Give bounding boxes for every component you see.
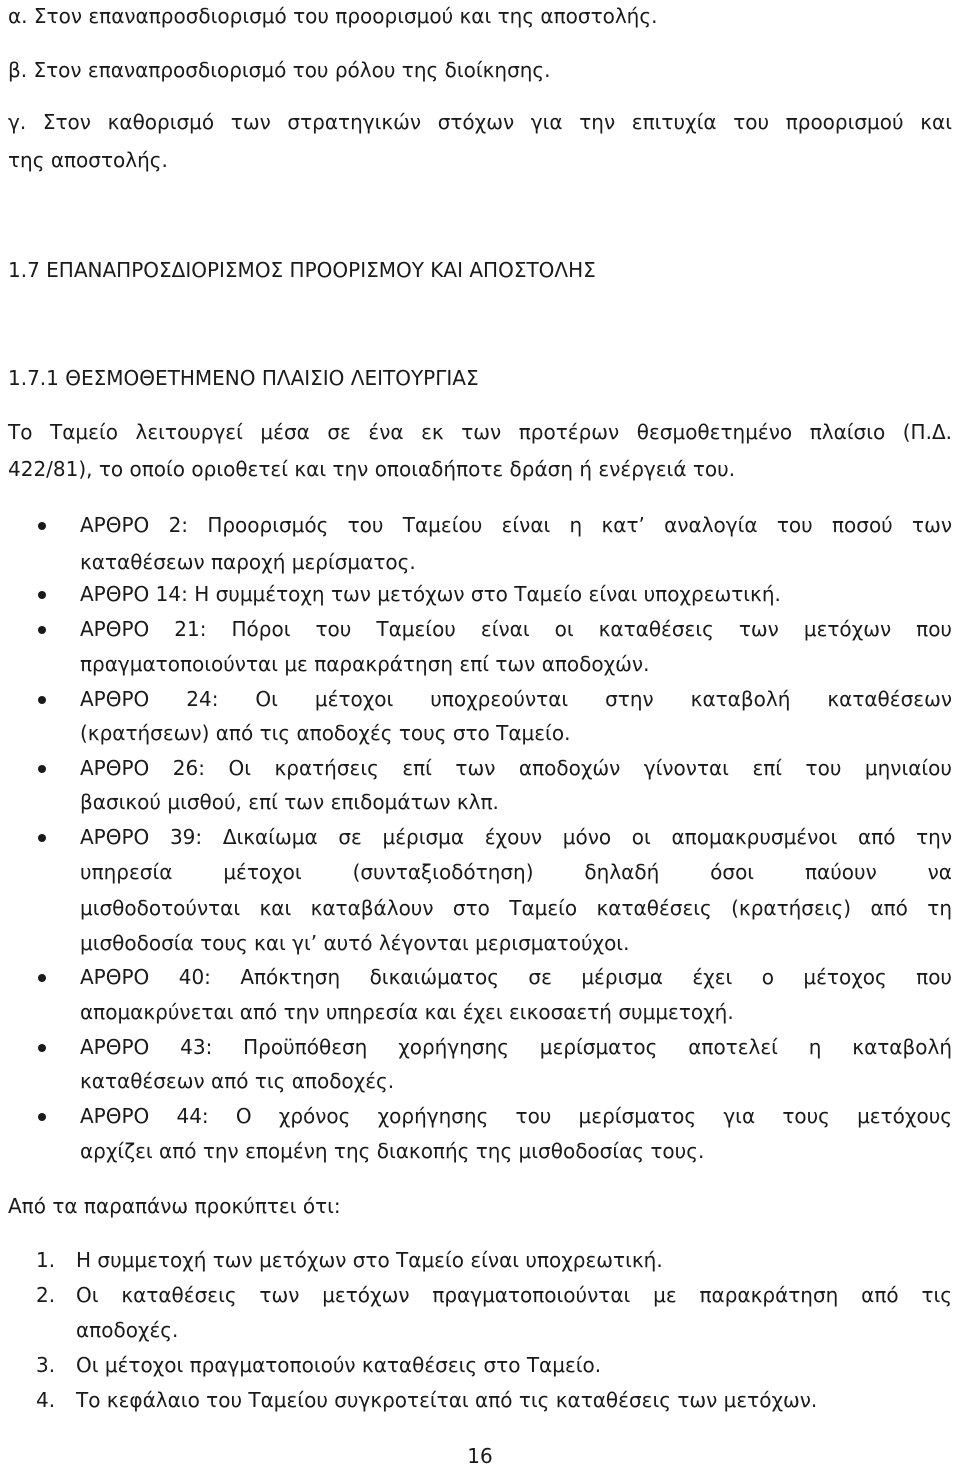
- list-number: 2.: [36, 1283, 56, 1307]
- article-line: βασικού μισθού, επί των επιδομάτων κλπ.: [80, 790, 499, 814]
- section-heading: 1.7 ΕΠΑΝΑΠΡΟΣΔΙΟΡΙΣΜΟΣ ΠΡΟΟΡΙΣΜΟΥ ΚΑΙ ΑΠΟΣΤΟΛΗΣ: [8, 258, 596, 282]
- bullet-icon: [38, 522, 46, 530]
- intro-item-b: β. Στον επαναπροσδιορισμό του ρόλου της διοίκησης.: [8, 58, 551, 82]
- conclusion-line: αποδοχές.: [76, 1318, 179, 1342]
- article-line: καταθέσεων παροχή μερίσματος.: [80, 550, 416, 574]
- subsection-heading: 1.7.1 ΘΕΣΜΟΘΕΤΗΜΕΝΟ ΠΛΑΙΣΙΟ ΛΕΙΤΟΥΡΓΙΑΣ: [8, 366, 479, 390]
- conclusion-line: Οι μέτοχοι πραγματοποιούν καταθέσεις στο Ταμείο.: [76, 1353, 602, 1377]
- article-line: απομακρύνεται από την υπηρεσία και έχει εικοσαετή συμμετοχή.: [80, 1000, 734, 1024]
- bullet-icon: [38, 591, 46, 599]
- article-line: ΑΡΘΡΟ 26: Οι κρατήσεις επί των αποδοχών γίνονται επί του μηνιαίου: [80, 756, 952, 780]
- article-line: ΑΡΘΡΟ 39: Δικαίωμα σε μέρισμα έχουν μόνο οι απομακρυσμένοι από την: [80, 825, 952, 849]
- list-number: 1.: [36, 1248, 56, 1272]
- bullet-icon: [38, 834, 46, 842]
- bullet-icon: [38, 765, 46, 773]
- intro-item-c: γ. Στον καθορισμό των στρατηγικών στόχων για την επιτυχία του προορισμού και: [8, 110, 952, 134]
- article-line: ΑΡΘΡΟ 2: Προορισμός του Ταμείου είναι η κατ’ αναλογία του ποσού των: [80, 513, 952, 537]
- article-line: ΑΡΘΡΟ 14: Η συμμέτοχη των μετόχων στο Ταμείο είναι υποχρεωτική.: [80, 582, 781, 606]
- paragraph-line: 422/81), το οποίο οριοθετεί και την οποιαδήποτε δράση ή ενέργειά του.: [8, 457, 736, 481]
- article-line: ΑΡΘΡΟ 40: Απόκτηση δικαιώματος σε μέρισμα έχει ο μέτοχος που: [80, 965, 952, 989]
- conclusion-line: Το κεφάλαιο του Ταμείου συγκροτείται από τις καταθέσεις των μετόχων.: [76, 1388, 818, 1412]
- conclusion-intro: Από τα παραπάνω προκύπτει ότι:: [8, 1194, 341, 1218]
- intro-item-c-cont: της αποστολής.: [8, 148, 168, 172]
- bullet-icon: [38, 974, 46, 982]
- article-line: ΑΡΘΡΟ 21: Πόροι του Ταμείου είναι οι καταθέσεις των μετόχων που: [80, 617, 952, 641]
- article-line: ΑΡΘΡΟ 44: Ο χρόνος χορήγησης του μερίσματος για τους μετόχους: [80, 1104, 952, 1128]
- bullet-icon: [38, 626, 46, 634]
- list-number: 3.: [36, 1353, 56, 1377]
- article-line: (κρατήσεων) από τις αποδοχές τους στο Ταμείο.: [80, 721, 571, 745]
- page-number: 16: [467, 1444, 493, 1468]
- article-line: πραγματοποιούνται με παρακράτηση επί των αποδοχών.: [80, 652, 650, 676]
- paragraph-line: Το Ταμείο λειτουργεί μέσα σε ένα εκ των προτέρων θεσμοθετημένο πλαίσιο (Π.Δ.: [8, 420, 952, 444]
- article-line: αρχίζει από την επομένη της διακοπής της μισθοδοσίας τους.: [80, 1139, 705, 1163]
- bullet-icon: [38, 696, 46, 704]
- article-line: καταθέσεων από τις αποδοχές.: [80, 1069, 395, 1093]
- article-line: υπηρεσία μέτοχοι (συνταξιοδότηση) δηλαδή όσοι παύουν να: [80, 860, 952, 884]
- article-line: ΑΡΘΡΟ 24: Οι μέτοχοι υποχρεούνται στην καταβολή καταθέσεων: [80, 687, 952, 711]
- article-line: μισθοδοτούνται και καταβάλουν στο Ταμείο καταθέσεις (κρατήσεις) από τη: [80, 896, 952, 920]
- article-line: μισθοδοσία τους και γι’ αυτό λέγονται μερισματούχοι.: [80, 931, 630, 955]
- intro-item-a: α. Στον επαναπροσδιορισμό του προορισμού και της αποστολής.: [8, 4, 658, 28]
- list-number: 4.: [36, 1388, 56, 1412]
- bullet-icon: [38, 1044, 46, 1052]
- conclusion-line: Οι καταθέσεις των μετόχων πραγματοποιούνται με παρακράτηση από τις: [76, 1283, 952, 1307]
- article-line: ΑΡΘΡΟ 43: Προϋπόθεση χορήγησης μερίσματος αποτελεί η καταβολή: [80, 1035, 952, 1059]
- conclusion-line: Η συμμετοχή των μετόχων στο Ταμείο είναι υποχρεωτική.: [76, 1248, 663, 1272]
- bullet-icon: [38, 1113, 46, 1121]
